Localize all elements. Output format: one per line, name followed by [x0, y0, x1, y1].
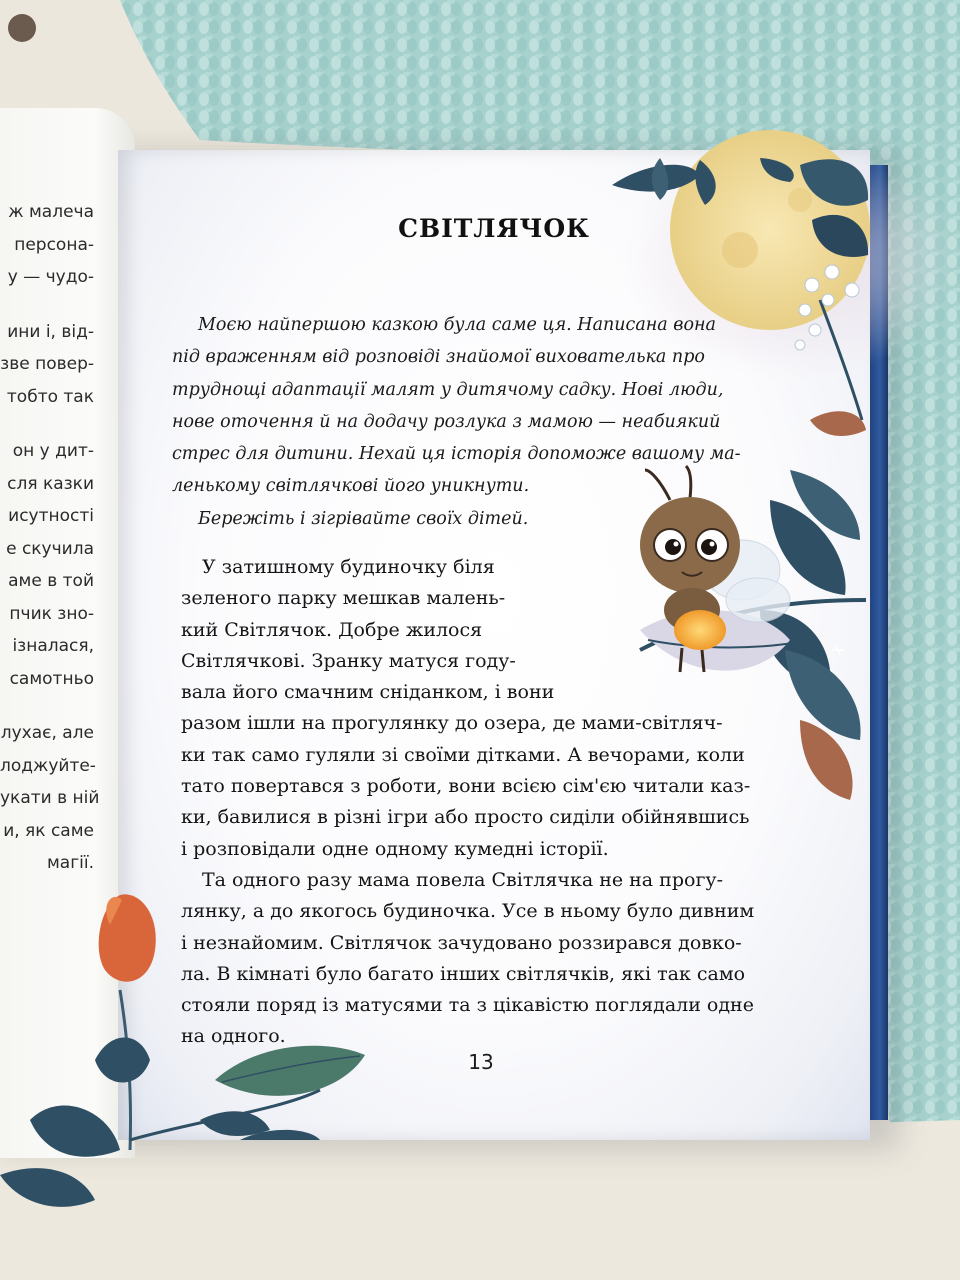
story-line: ки, бавилися в різні ігри або просто сиділи обійнявшись — [181, 806, 750, 829]
intro-line: стрес для дитини. Нехай ця історія допоможе вашому ма- — [172, 444, 741, 465]
intro-paragraph — [172, 309, 772, 535]
left-line: зве повер- — [0, 354, 94, 374]
story-line: ла. В кімнаті було багато інших світлячків, які так само — [181, 962, 746, 985]
page-number: 13 — [468, 1050, 494, 1074]
intro-line: нове оточення й на додачу розлука з мамою — неабиякий — [172, 411, 721, 432]
story-line: лянку, а до якогось будиночка. Усе в ньому було дивним — [181, 900, 755, 923]
left-line: магії. — [46, 853, 94, 873]
left-line: е скучила — [6, 538, 94, 559]
intro-line: ленькому світлячкові його уникнути. — [172, 476, 530, 497]
story-line: зеленого парку мешкав малень- — [181, 587, 506, 610]
intro-line: Бережіть і зігрівайте своїх дітей. — [198, 508, 529, 529]
intro-line: труднощі адаптації малят у дитячому садку. Нові люди, — [172, 379, 724, 400]
left-line: ж малеча — [8, 202, 94, 222]
left-line: и, як саме — [3, 820, 94, 841]
story-line: стояли поряд із матусями та з цікавістю поглядали одне — [181, 994, 754, 1017]
left-line: исутності — [8, 506, 94, 526]
intro-line: Моєю найпершою казкою була саме ця. Написана вона — [198, 315, 716, 335]
left-line: пчик зно- — [9, 603, 94, 624]
story-line: кий Світлячок. Добре жилося — [181, 618, 483, 641]
left-line: персона- — [14, 234, 94, 255]
story-line: і розповідали одне одному кумедні історії. — [181, 837, 609, 860]
left-line: укати в ній — [0, 788, 100, 808]
bottom-leaves-illustration — [130, 1046, 365, 1140]
story-line: Та одного разу мама повела Світлячка не на прогу- — [202, 868, 723, 891]
left-line: ини і, від- — [7, 321, 94, 342]
story-line: разом ішли на прогулянку до озера, де мами-світляч- — [181, 712, 723, 735]
story-text — [181, 552, 754, 1053]
left-line: у — чудо- — [7, 267, 94, 287]
intro-line: під враженням від розповіді знайомої вихователька про — [172, 347, 705, 368]
left-line: сля казки — [7, 473, 94, 494]
page-title: СВІТЛЯЧОК — [398, 214, 590, 243]
story-line: Світлячкові. Зранку матуся году- — [181, 649, 516, 672]
story-line: тато повертався з роботи, вони всією сім'єю читали каз- — [181, 775, 751, 798]
left-line: тобто так — [6, 386, 94, 407]
story-line: У затишному будиночку біля — [202, 556, 495, 578]
story-line: вала його смачним сніданком, і вони — [181, 681, 555, 704]
left-line: ізналася, — [12, 636, 94, 656]
left-line: лоджуйте- — [0, 755, 96, 776]
story-line: на одного. — [181, 1025, 286, 1048]
left-line: он у дит- — [12, 441, 94, 461]
story-line: ки так само гуляли зі своїми дітками. А вечорами, коли — [181, 743, 745, 766]
story-line: і незнайомим. Світлячок зачудовано роззирався довко- — [181, 931, 742, 954]
bottom-left-flower-illustration — [0, 894, 156, 1207]
left-line: аме в той — [8, 571, 94, 591]
left-line: самотньо — [9, 668, 94, 689]
left-line: лухає, але — [0, 723, 94, 743]
